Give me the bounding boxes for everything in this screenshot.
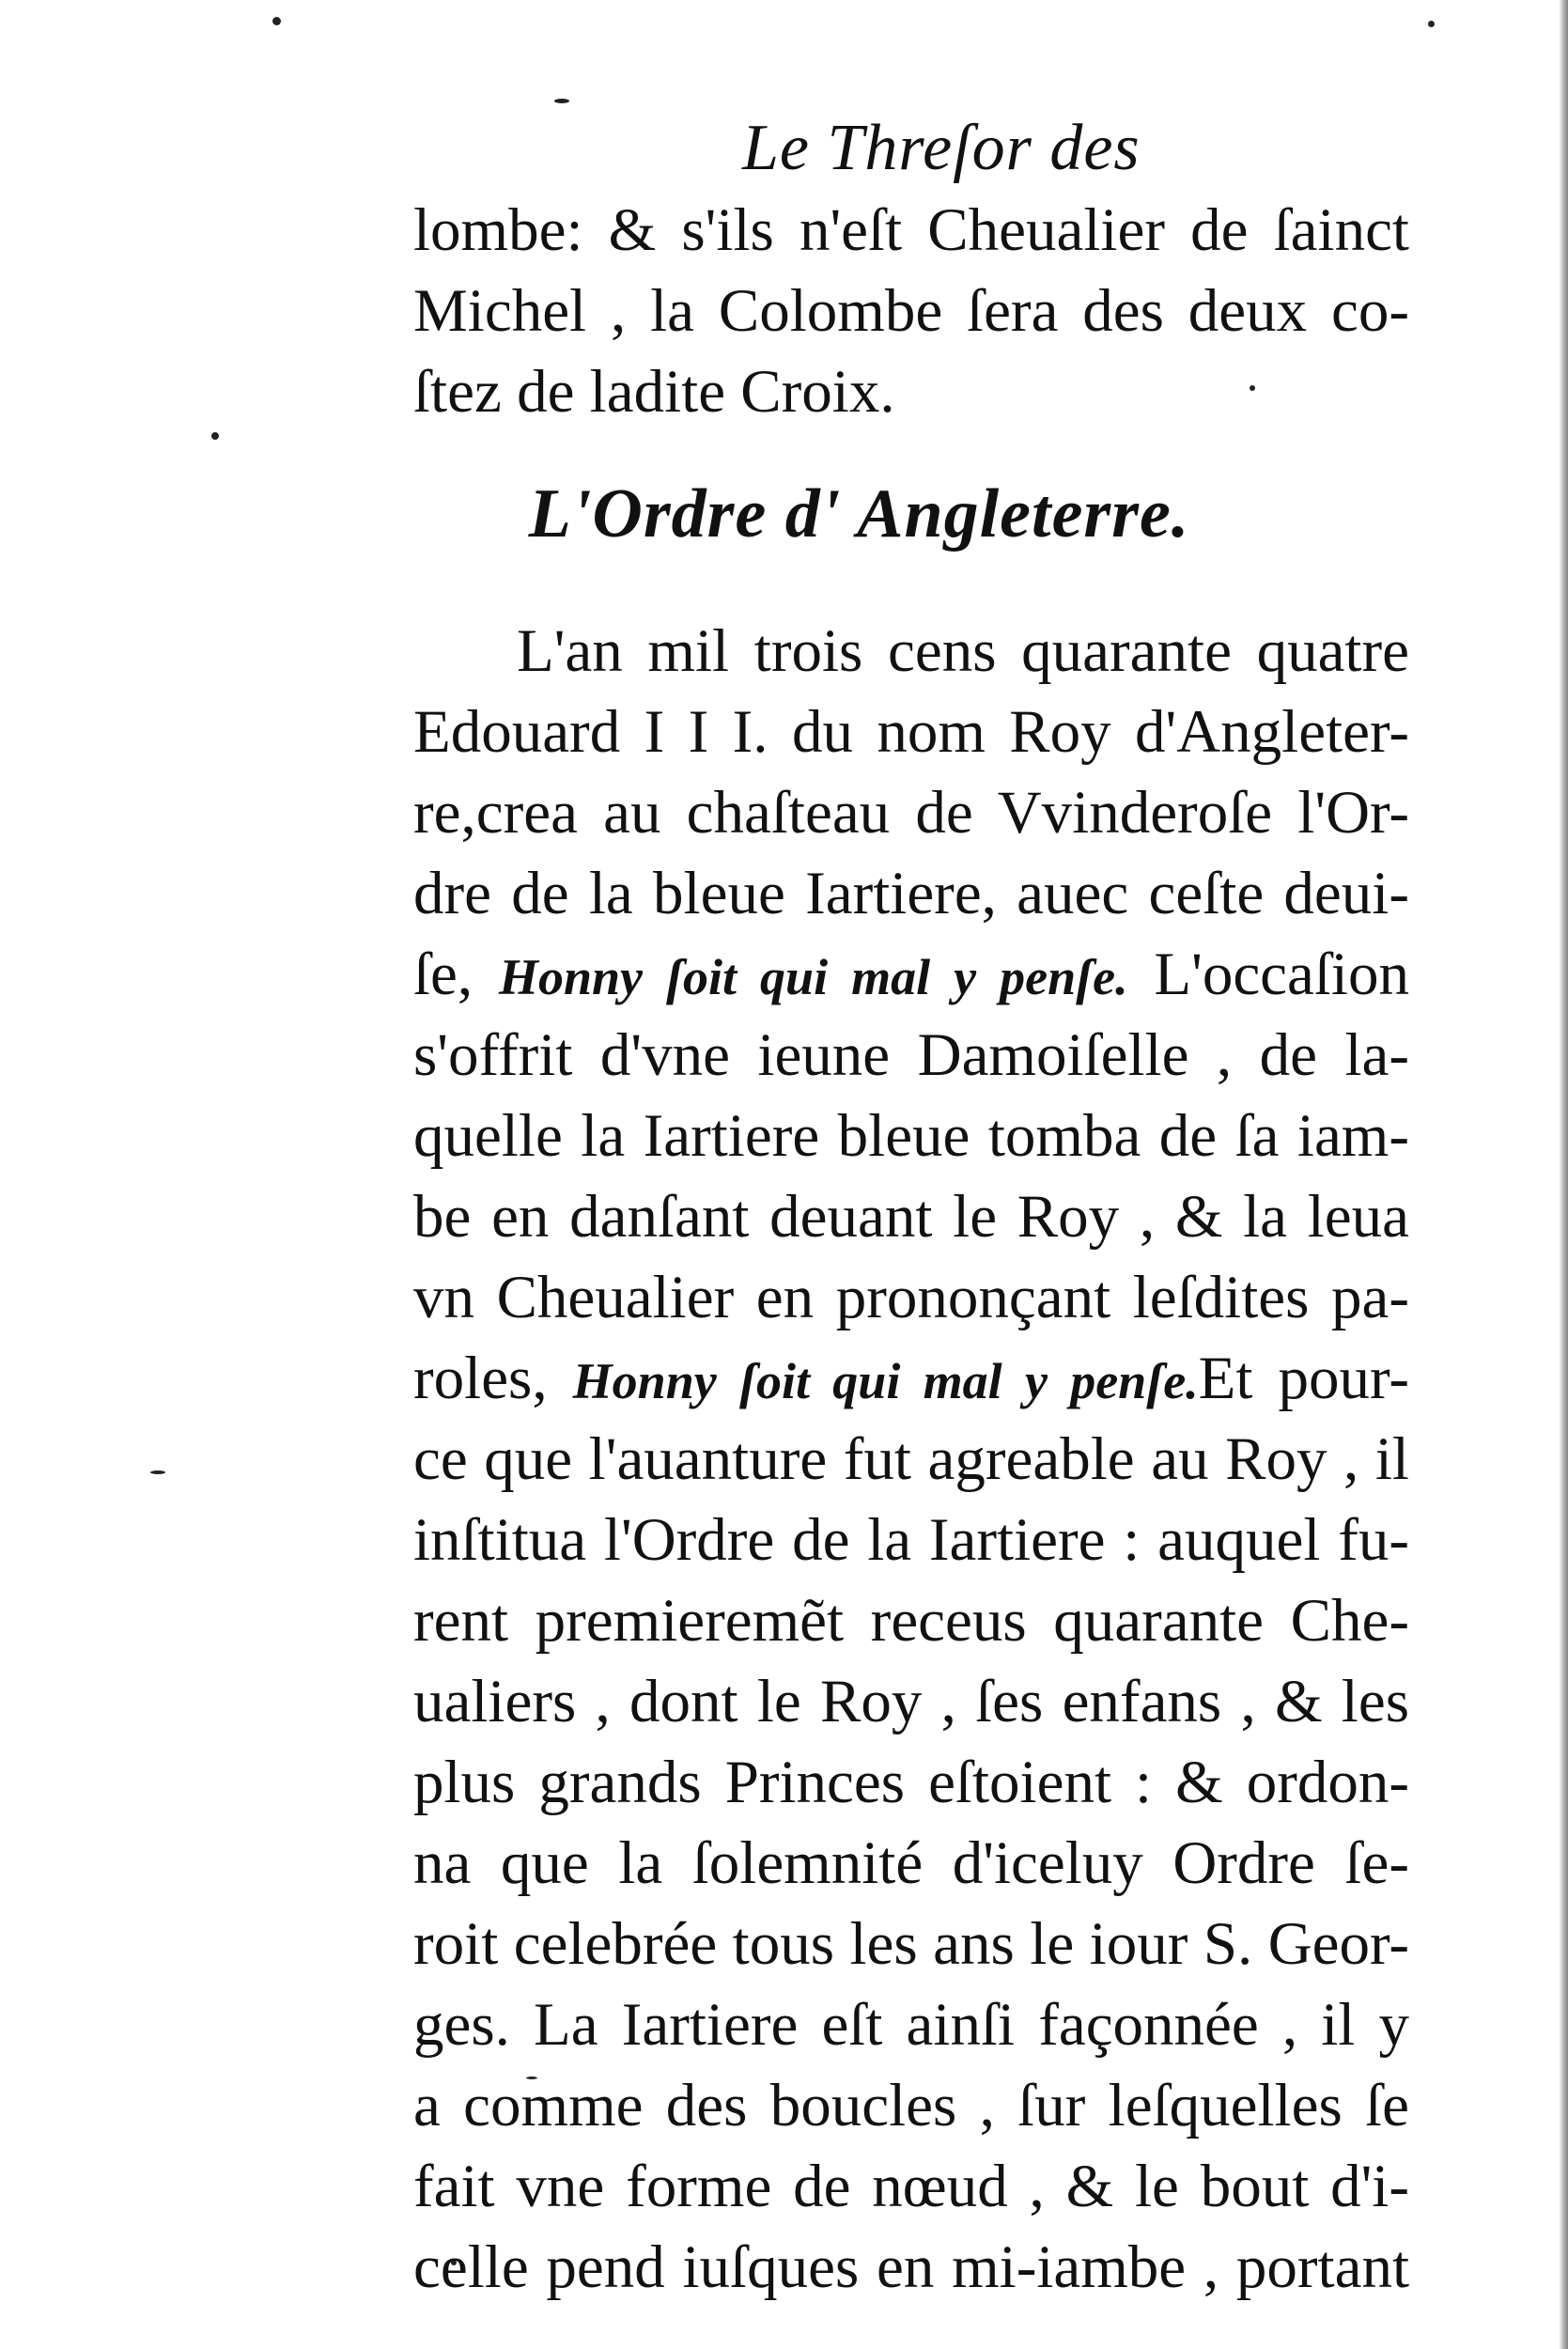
text-line: Edouard I I I. du nom Roy d'Angleter- [413,698,1409,766]
page-edge-shadow [1559,0,1568,2349]
continuation-text [413,190,1409,432]
paragraph [413,611,1409,2308]
running-head: Le Threſor des [742,112,1141,184]
ink-speck [272,17,281,25]
text-line-with-motto [413,934,1409,1015]
text-line: dre de la bleue Iartiere, auec ceſte deui- [413,860,1409,927]
text-fragment: L'occaſion [1127,941,1409,1008]
text-line-with-motto [413,1338,1409,1419]
ink-speck [211,432,219,440]
ink-speck [1428,21,1435,27]
text-line: L'an mil trois cens quarante quatre [517,617,1409,685]
text-line: lombe: & s'ils n'eſt Cheualier de ſainct [413,196,1409,264]
motto-italic: Honny ſoit qui mal y penſe. [498,949,1128,1005]
text-line: na que la ſolemnité d'iceluy Ordre ſe- [413,1829,1409,1897]
text-fragment: ſe, [413,941,499,1008]
text-line: inſtitua l'Ordre de la Iartiere : auquel fu- [413,1506,1409,1574]
text-line: re,crea au chaſteau de Vvinderoſe l'Or- [413,779,1409,847]
motto-italic: Honny ſoit qui mal y penſe. [572,1353,1199,1409]
section-heading: L'Ordre d' Angleterre. [528,475,1190,552]
ink-speck [554,99,569,103]
text-line: vn Cheualier en prononçant leſdites pa- [413,1264,1409,1331]
text-line: ualiers , dont le Roy , ſes enfans , & les [413,1668,1409,1735]
text-line: ce que l'auanture fut agreable au Roy , il [413,1425,1409,1493]
text-line: quelle la Iartiere bleue tomba de ſa iam- [413,1102,1409,1170]
text-line: be en danſant deuant le Roy , & la leua [413,1183,1409,1251]
text-line: Michel , la Colombe ſera des deux co- [413,277,1409,345]
text-line: fait vne forme de nœud , & le bout d'i- [413,2153,1409,2220]
text-line: a comme des boucles , ſur leſquelles ſe [413,2072,1409,2139]
text-line: s'offrit d'vne ieune Damoiſelle , de la- [413,1021,1409,1089]
text-line: ges. La Iartiere eſt ainſi façonnée , il y [413,1991,1409,2059]
text-line: ſtez de ladite Croix. [413,358,895,426]
text-line: celle pend iuſques en mi-iambe , portant [413,2233,1409,2301]
text-fragment: roles, [413,1345,573,1412]
text-line: roit celebrée tous les ans le iour S. Geor- [413,1910,1409,1978]
text-line: rent premieremẽt receus quarante Che- [413,1587,1409,1655]
text-line: plus grands Princes eſtoient : & ordon- [413,1749,1409,1816]
ink-speck [150,1470,165,1474]
text-fragment: Et pour- [1198,1345,1409,1412]
